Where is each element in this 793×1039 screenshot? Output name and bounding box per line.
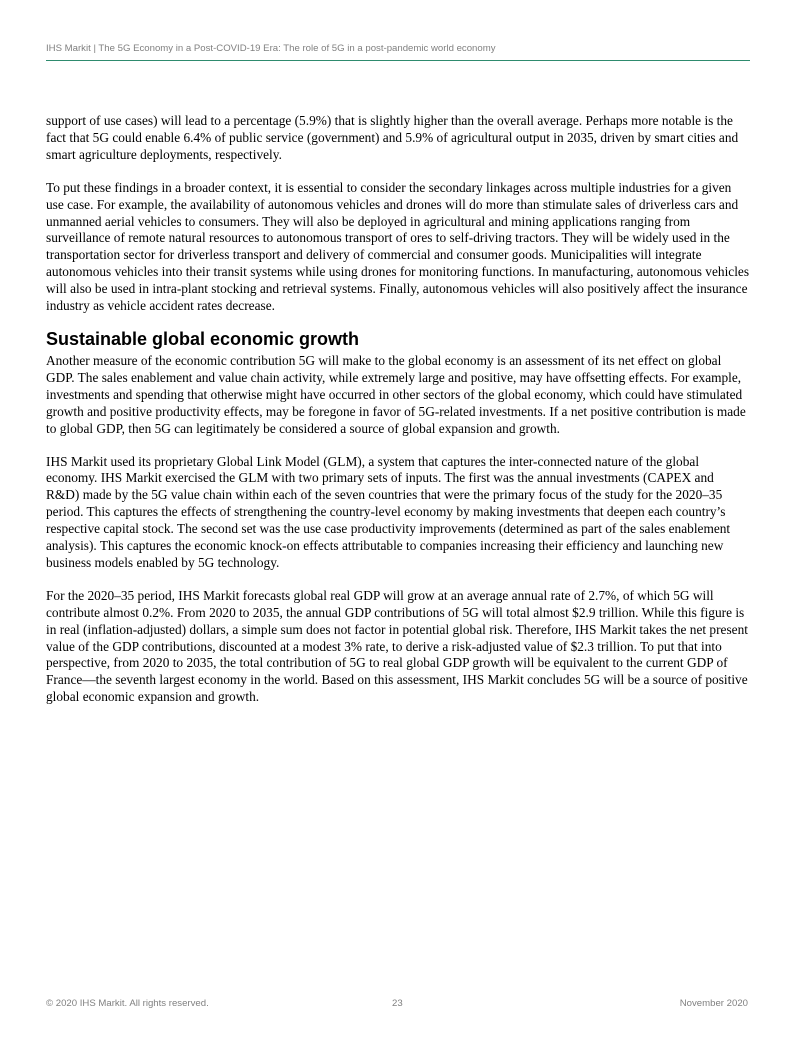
body-paragraph: Another measure of the economic contribution 5G will make to the global economy is an assessment of its net effect on global GDP. The sales enablement and value chain activity, while extremely large and positive, may have offsetting effects. For example, investments and spending that otherwise might have occurred in other sectors of the global economy, which could have stimulated growth and positive productivity effects, may be foregone in favor of 5G-related investments. If a net positive contribution is made to global GDP, then 5G can legitimately be considered a source of global expansion and growth. xyxy=(46,352,746,436)
body-paragraph: For the 2020–35 period, IHS Markit forecasts global real GDP will grow at an average annual rate of 2.7%, of which 5G will contribute almost 0.2%. From 2020 to 2035, the annual GDP contributions of 5G will total almost $2.9 trillion. While this figure is in real (inflation-adjusted) dollars, a simple sum does not factor in potential global risk. Therefore, IHS Markit takes the net present value of the GDP contributions, discounted at a modest 3% rate, to derive a risk-adjusted value of $2.3 trillion. To put that into perspective, from 2020 to 2035, the total contribution of 5G to real global GDP growth will be equivalent to the current GDP of France—the seventh largest economy in the world. Based on this assessment, IHS Markit concludes 5G will be a source of positive global economic expansion and growth. xyxy=(46,587,748,705)
body-paragraph: IHS Markit used its proprietary Global Link Model (GLM), a system that captures the inter-connected nature of the global economy. IHS Markit exercised the GLM with two primary sets of inputs. The first was the annual investments (CAPEX and R&D) made by the 5G value chain within each of the seven countries that were the primary focus of the study for the 2020–35 period. This captures the effects of strengthening the country-level economy by making investments that deepen each country’s respective capital stock. The second set was the use case productivity improvements (determined as part of the sales enablement analysis). This captures the economic knock-on effects attributable to companies increasing their efficiency and launching new business models enabled by 5G technology. xyxy=(46,453,731,570)
body-paragraph: support of use cases) will lead to a percentage (5.9%) that is slightly higher than the overall average. Perhaps more notable is the fact that 5G could enable 6.4% of public service (government) and 5.9% of agricultural output in 2035, driven by smart cities and smart agriculture deployments, respectively. xyxy=(46,113,739,162)
section-heading: Sustainable global economic growth xyxy=(46,328,360,349)
header-divider xyxy=(46,60,750,61)
running-header: IHS Markit | The 5G Economy in a Post-COVID-19 Era: The role of 5G in a post-pandemic world economy xyxy=(46,43,496,54)
footer-date: November 2020 xyxy=(679,998,748,1009)
document-body xyxy=(46,113,750,722)
footer-copyright: © 2020 IHS Markit. All rights reserved. xyxy=(46,998,209,1009)
page-number: 23 xyxy=(392,998,403,1009)
body-paragraph: To put these findings in a broader context, it is essential to consider the secondary linkages across multiple industries for a given use case. For example, the availability of autonomous vehicles and drones will do more than stimulate sales of driverless cars and unmanned aerial vehicles to consumers. They will also be deployed in agricultural and mining applications ranging from surveillance of remote natural resources to autonomous transport of ores to self-driving tractors. They will be widely used in the transportation sector for driverless transport and delivery of commercial and consumer goods. Municipalities will integrate autonomous vehicles into their transit systems while using drones for monitoring functions. In manufacturing, autonomous vehicles will also be used in intra-plant stocking and retrieval systems. Finally, autonomous vehicles will also positively affect the insurance industry as vehicle accident rates decrease. xyxy=(46,179,750,314)
